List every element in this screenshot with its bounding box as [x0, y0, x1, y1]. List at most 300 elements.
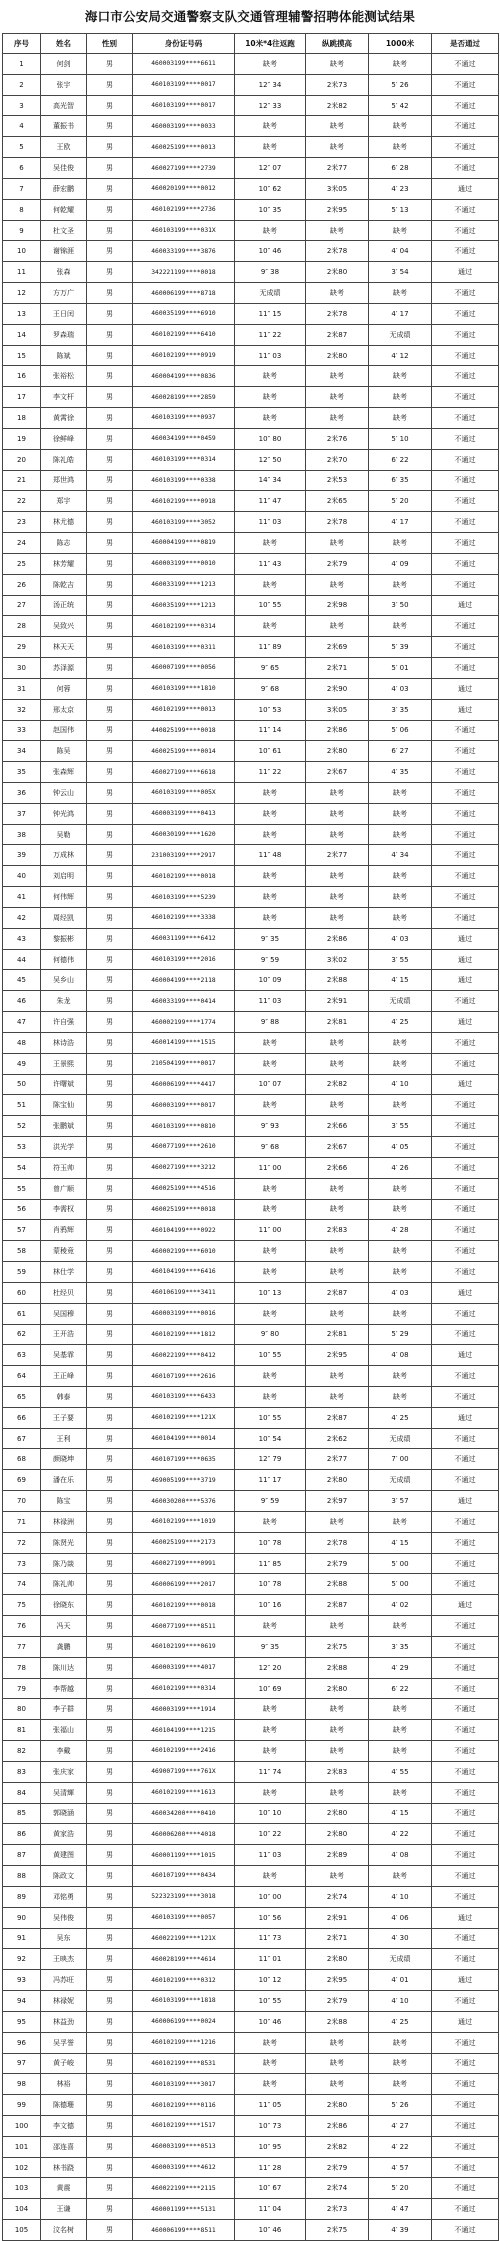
cell-vertical-jump: 2米83 — [306, 1220, 369, 1241]
table-row — [3, 1845, 499, 1866]
cell-name: 林芳耀 — [41, 553, 87, 574]
cell-seq: 27 — [3, 595, 41, 616]
cell-gender: 男 — [87, 1678, 133, 1699]
cell-passed: 不通过 — [432, 1470, 499, 1491]
cell-shuttle-run: 缺考 — [235, 1303, 306, 1324]
cell-1000m: 缺考 — [369, 1782, 432, 1803]
cell-shuttle-run: 11″ 22 — [235, 324, 306, 345]
cell-shuttle-run: 9″ 93 — [235, 1116, 306, 1137]
cell-seq: 50 — [3, 1074, 41, 1095]
cell-vertical-jump: 2米88 — [306, 1657, 369, 1678]
cell-id-number: 460022199****121X — [133, 1928, 235, 1949]
cell-seq: 70 — [3, 1491, 41, 1512]
table-row — [3, 1074, 499, 1095]
cell-passed: 不通过 — [432, 637, 499, 658]
cell-1000m: 3′ 50 — [369, 595, 432, 616]
cell-1000m: 缺考 — [369, 366, 432, 387]
cell-shuttle-run: 缺考 — [235, 1720, 306, 1741]
cell-vertical-jump: 缺考 — [306, 1511, 369, 1532]
cell-vertical-jump: 2米69 — [306, 637, 369, 658]
table-row — [3, 720, 499, 741]
cell-seq: 29 — [3, 637, 41, 658]
cell-shuttle-run: 10″ 55 — [235, 595, 306, 616]
cell-id-number: 460033199****0414 — [133, 991, 235, 1012]
cell-name: 李戴 — [41, 1741, 87, 1762]
cell-shuttle-run: 缺考 — [235, 1178, 306, 1199]
cell-shuttle-run: 缺考 — [235, 2053, 306, 2074]
cell-passed: 通过 — [432, 928, 499, 949]
cell-name: 颜晓坤 — [41, 1449, 87, 1470]
cell-seq: 85 — [3, 1803, 41, 1824]
cell-1000m: 5′ 39 — [369, 637, 432, 658]
table-row — [3, 1116, 499, 1137]
table-row — [3, 491, 499, 512]
cell-id-number: 460102199****0919 — [133, 345, 235, 366]
table-row — [3, 1657, 499, 1678]
table-row — [3, 970, 499, 991]
cell-seq: 105 — [3, 2220, 41, 2241]
cell-passed: 不通过 — [432, 220, 499, 241]
cell-gender: 男 — [87, 1032, 133, 1053]
cell-seq: 4 — [3, 116, 41, 137]
cell-name: 汤正统 — [41, 595, 87, 616]
table-row — [3, 1553, 499, 1574]
cell-name: 王子要 — [41, 1407, 87, 1428]
cell-id-number: 231003199****2917 — [133, 845, 235, 866]
cell-shuttle-run: 10″ 46 — [235, 2011, 306, 2032]
cell-id-number: 460103199****1818 — [133, 1991, 235, 2012]
table-row — [3, 1595, 499, 1616]
cell-1000m: 4′ 57 — [369, 2157, 432, 2178]
cell-gender: 男 — [87, 907, 133, 928]
cell-gender: 男 — [87, 1387, 133, 1408]
cell-gender: 男 — [87, 1866, 133, 1887]
cell-1000m: 3′ 55 — [369, 949, 432, 970]
table-row — [3, 949, 499, 970]
table-row — [3, 428, 499, 449]
cell-shuttle-run: 10″ 10 — [235, 1803, 306, 1824]
cell-id-number: 342221199****0018 — [133, 262, 235, 283]
cell-id-number: 460103199****0017 — [133, 95, 235, 116]
cell-seq: 92 — [3, 1949, 41, 1970]
cell-shuttle-run: 11″ 48 — [235, 845, 306, 866]
cell-shuttle-run: 11″ 03 — [235, 1845, 306, 1866]
cell-passed: 不通过 — [432, 137, 499, 158]
cell-id-number: 460004199****2118 — [133, 970, 235, 991]
table-row — [3, 1053, 499, 1074]
cell-gender: 男 — [87, 658, 133, 679]
cell-seq: 61 — [3, 1303, 41, 1324]
cell-seq: 6 — [3, 158, 41, 179]
cell-name: 洪光学 — [41, 1137, 87, 1158]
cell-1000m: 4′ 25 — [369, 1407, 432, 1428]
cell-seq: 101 — [3, 2136, 41, 2157]
cell-name: 黄建图 — [41, 1845, 87, 1866]
cell-id-number: 460102199****1517 — [133, 2115, 235, 2136]
cell-1000m: 缺考 — [369, 533, 432, 554]
cell-gender: 男 — [87, 1220, 133, 1241]
cell-passed: 不通过 — [432, 241, 499, 262]
table-row — [3, 762, 499, 783]
cell-shuttle-run: 10″ 46 — [235, 2220, 306, 2241]
cell-name: 许曙斌 — [41, 1074, 87, 1095]
cell-shuttle-run: 9″ 80 — [235, 1324, 306, 1345]
cell-gender: 男 — [87, 1511, 133, 1532]
cell-vertical-jump: 缺考 — [306, 1178, 369, 1199]
cell-1000m: 缺考 — [369, 1511, 432, 1532]
cell-vertical-jump: 缺考 — [306, 408, 369, 429]
header-id-number: 身份证号码 — [133, 34, 235, 54]
cell-shuttle-run: 9″ 59 — [235, 949, 306, 970]
cell-seq: 93 — [3, 1970, 41, 1991]
cell-vertical-jump: 2米71 — [306, 658, 369, 679]
cell-vertical-jump: 3米02 — [306, 949, 369, 970]
table-row — [3, 1407, 499, 1428]
cell-gender: 男 — [87, 595, 133, 616]
cell-vertical-jump: 2米95 — [306, 199, 369, 220]
cell-gender: 男 — [87, 470, 133, 491]
table-row — [3, 1928, 499, 1949]
cell-id-number: 460103199****0338 — [133, 470, 235, 491]
cell-seq: 3 — [3, 95, 41, 116]
cell-name: 李文杆 — [41, 387, 87, 408]
cell-1000m: 缺考 — [369, 2074, 432, 2095]
cell-shuttle-run: 11″ 03 — [235, 991, 306, 1012]
table-row — [3, 1428, 499, 1449]
cell-id-number: 460102199****1613 — [133, 1782, 235, 1803]
cell-passed: 不通过 — [432, 1366, 499, 1387]
cell-shuttle-run: 10″ 95 — [235, 2136, 306, 2157]
cell-name: 陈德珊 — [41, 2095, 87, 2116]
cell-name: 林天天 — [41, 637, 87, 658]
cell-gender: 男 — [87, 1699, 133, 1720]
table-row — [3, 1991, 499, 2012]
cell-name: 吴清輝 — [41, 1782, 87, 1803]
cell-seq: 30 — [3, 658, 41, 679]
cell-name: 陈贤光 — [41, 1532, 87, 1553]
cell-gender: 男 — [87, 699, 133, 720]
cell-1000m: 缺考 — [369, 866, 432, 887]
cell-name: 吴勒 — [41, 824, 87, 845]
cell-passed: 不通过 — [432, 991, 499, 1012]
cell-seq: 53 — [3, 1137, 41, 1158]
cell-id-number: 460106199****3411 — [133, 1282, 235, 1303]
cell-1000m: 4′ 15 — [369, 1532, 432, 1553]
cell-name: 徐鲜峰 — [41, 428, 87, 449]
cell-seq: 37 — [3, 803, 41, 824]
cell-id-number: 460035199****1213 — [133, 595, 235, 616]
cell-id-number: 460102199****0018 — [133, 1595, 235, 1616]
cell-1000m: 缺考 — [369, 782, 432, 803]
cell-shuttle-run: 缺考 — [235, 824, 306, 845]
cell-seq: 47 — [3, 1012, 41, 1033]
cell-1000m: 4′ 10 — [369, 1991, 432, 2012]
cell-shuttle-run: 10″ 46 — [235, 241, 306, 262]
table-row — [3, 1741, 499, 1762]
cell-passed: 通过 — [432, 595, 499, 616]
cell-vertical-jump: 2米80 — [306, 345, 369, 366]
cell-id-number: 460022199****0412 — [133, 1345, 235, 1366]
cell-vertical-jump: 2米73 — [306, 2199, 369, 2220]
cell-name: 林禄妮 — [41, 1991, 87, 2012]
cell-id-number: 460102199****0619 — [133, 1636, 235, 1657]
cell-1000m: 4′ 35 — [369, 762, 432, 783]
cell-name: 冯苏旺 — [41, 1970, 87, 1991]
cell-seq: 7 — [3, 178, 41, 199]
cell-id-number: 460006199****0024 — [133, 2011, 235, 2032]
cell-1000m: 4′ 30 — [369, 1928, 432, 1949]
cell-1000m: 5′ 06 — [369, 720, 432, 741]
cell-shuttle-run: 11″ 03 — [235, 345, 306, 366]
cell-vertical-jump: 2米80 — [306, 2095, 369, 2116]
cell-shuttle-run: 10″ 22 — [235, 1824, 306, 1845]
cell-gender: 男 — [87, 762, 133, 783]
cell-gender: 男 — [87, 991, 133, 1012]
cell-passed: 不通过 — [432, 54, 499, 75]
cell-name: 林诗浩 — [41, 1032, 87, 1053]
cell-shuttle-run: 缺考 — [235, 1053, 306, 1074]
cell-vertical-jump: 2米78 — [306, 1532, 369, 1553]
cell-gender: 男 — [87, 1345, 133, 1366]
cell-seq: 82 — [3, 1741, 41, 1762]
cell-vertical-jump: 缺考 — [306, 824, 369, 845]
table-row — [3, 1366, 499, 1387]
table-row — [3, 595, 499, 616]
cell-shuttle-run: 11″ 17 — [235, 1470, 306, 1491]
cell-shuttle-run: 缺考 — [235, 408, 306, 429]
cell-passed: 不通过 — [432, 2053, 499, 2074]
cell-gender: 男 — [87, 95, 133, 116]
cell-vertical-jump: 2米86 — [306, 928, 369, 949]
cell-gender: 男 — [87, 2074, 133, 2095]
cell-gender: 男 — [87, 54, 133, 75]
cell-1000m: 4′ 22 — [369, 1824, 432, 1845]
table-row — [3, 1491, 499, 1512]
table-row — [3, 1866, 499, 1887]
table-row — [3, 2178, 499, 2199]
cell-seq: 11 — [3, 262, 41, 283]
cell-id-number: 460025199****0013 — [133, 137, 235, 158]
cell-name: 冯天 — [41, 1616, 87, 1637]
cell-1000m: 缺考 — [369, 1032, 432, 1053]
cell-id-number: 440825199****0018 — [133, 720, 235, 741]
cell-id-number: 460103199****0311 — [133, 637, 235, 658]
cell-passed: 通过 — [432, 699, 499, 720]
cell-name: 吴佳俊 — [41, 158, 87, 179]
cell-seq: 80 — [3, 1699, 41, 1720]
cell-id-number: 460103199****0810 — [133, 1116, 235, 1137]
cell-1000m: 4′ 06 — [369, 1907, 432, 1928]
cell-passed: 不通过 — [432, 95, 499, 116]
cell-shuttle-run: 12″ 20 — [235, 1657, 306, 1678]
table-row — [3, 1616, 499, 1637]
cell-name: 潘在乐 — [41, 1470, 87, 1491]
table-row — [3, 387, 499, 408]
cell-passed: 不通过 — [432, 2199, 499, 2220]
cell-1000m: 4′ 10 — [369, 1074, 432, 1095]
cell-shuttle-run: 缺考 — [235, 1511, 306, 1532]
cell-seq: 33 — [3, 720, 41, 741]
cell-gender: 男 — [87, 678, 133, 699]
cell-gender: 男 — [87, 720, 133, 741]
cell-id-number: 460034199****0459 — [133, 428, 235, 449]
table-row — [3, 845, 499, 866]
cell-passed: 不通过 — [432, 1845, 499, 1866]
cell-passed: 不通过 — [432, 1137, 499, 1158]
cell-id-number: 460033199****3876 — [133, 241, 235, 262]
cell-1000m: 无成绩 — [369, 1470, 432, 1491]
cell-vertical-jump: 2米87 — [306, 1595, 369, 1616]
cell-gender: 男 — [87, 1553, 133, 1574]
cell-id-number: 460102199****0018 — [133, 866, 235, 887]
cell-name: 曾广顺 — [41, 1178, 87, 1199]
cell-vertical-jump: 缺考 — [306, 387, 369, 408]
cell-passed: 不通过 — [432, 1699, 499, 1720]
table-row — [3, 1886, 499, 1907]
cell-id-number: 460006199****8718 — [133, 283, 235, 304]
cell-1000m: 4′ 28 — [369, 1220, 432, 1241]
cell-gender: 男 — [87, 1949, 133, 1970]
cell-id-number: 460102199****0013 — [133, 699, 235, 720]
cell-seq: 46 — [3, 991, 41, 1012]
cell-vertical-jump: 2米80 — [306, 262, 369, 283]
cell-passed: 不通过 — [432, 2220, 499, 2241]
cell-gender: 男 — [87, 1116, 133, 1137]
cell-passed: 不通过 — [432, 1116, 499, 1137]
cell-name: 罗森瑞 — [41, 324, 87, 345]
cell-name: 黎振彬 — [41, 928, 87, 949]
cell-vertical-jump: 缺考 — [306, 1095, 369, 1116]
cell-id-number: 469007199****761X — [133, 1761, 235, 1782]
cell-gender: 男 — [87, 74, 133, 95]
cell-seq: 89 — [3, 1886, 41, 1907]
table-row — [3, 574, 499, 595]
cell-name: 陈政文 — [41, 1866, 87, 1887]
table-row — [3, 1636, 499, 1657]
table-row — [3, 1157, 499, 1178]
cell-name: 林尤德 — [41, 512, 87, 533]
cell-id-number: 460003199****0010 — [133, 553, 235, 574]
cell-name: 林书跷 — [41, 2157, 87, 2178]
cell-1000m: 3′ 54 — [369, 262, 432, 283]
cell-seq: 5 — [3, 137, 41, 158]
cell-id-number: 460027199****6618 — [133, 762, 235, 783]
table-row — [3, 1220, 499, 1241]
cell-gender: 男 — [87, 782, 133, 803]
cell-passed: 不通过 — [432, 2136, 499, 2157]
cell-shuttle-run: 10″ 54 — [235, 1428, 306, 1449]
cell-seq: 91 — [3, 1928, 41, 1949]
cell-passed: 通过 — [432, 1907, 499, 1928]
table-row — [3, 1012, 499, 1033]
table-header-row — [3, 34, 499, 54]
cell-passed: 不通过 — [432, 533, 499, 554]
cell-1000m: 缺考 — [369, 116, 432, 137]
cell-vertical-jump: 缺考 — [306, 2074, 369, 2095]
cell-id-number: 460102199****1812 — [133, 1324, 235, 1345]
cell-vertical-jump: 2米82 — [306, 95, 369, 116]
cell-id-number: 460025199****0018 — [133, 1199, 235, 1220]
cell-gender: 男 — [87, 1845, 133, 1866]
cell-1000m: 缺考 — [369, 1178, 432, 1199]
cell-vertical-jump: 2米97 — [306, 1491, 369, 1512]
cell-gender: 男 — [87, 2032, 133, 2053]
cell-vertical-jump: 2米66 — [306, 1116, 369, 1137]
table-row — [3, 1137, 499, 1158]
cell-name: 张裕松 — [41, 366, 87, 387]
cell-id-number: 460006200****4018 — [133, 1824, 235, 1845]
cell-id-number: 460001199****1015 — [133, 1845, 235, 1866]
table-row — [3, 199, 499, 220]
cell-1000m: 3′ 55 — [369, 1116, 432, 1137]
cell-shuttle-run: 11″ 89 — [235, 637, 306, 658]
cell-gender: 男 — [87, 324, 133, 345]
cell-vertical-jump: 缺考 — [306, 2053, 369, 2074]
table-row — [3, 137, 499, 158]
cell-shuttle-run: 缺考 — [235, 387, 306, 408]
cell-seq: 64 — [3, 1366, 41, 1387]
cell-1000m: 6′ 22 — [369, 1678, 432, 1699]
table-row — [3, 699, 499, 720]
cell-1000m: 缺考 — [369, 408, 432, 429]
cell-passed: 不通过 — [432, 2095, 499, 2116]
table-body — [3, 54, 499, 2241]
cell-shuttle-run: 11″ 74 — [235, 1761, 306, 1782]
cell-id-number: 460006199****8511 — [133, 2220, 235, 2241]
cell-id-number: 460102199****0312 — [133, 1970, 235, 1991]
cell-1000m: 缺考 — [369, 1699, 432, 1720]
cell-id-number: 460006199****2017 — [133, 1574, 235, 1595]
cell-shuttle-run: 缺考 — [235, 2074, 306, 2095]
cell-shuttle-run: 11″ 05 — [235, 2095, 306, 2116]
cell-passed: 不通过 — [432, 1303, 499, 1324]
cell-shuttle-run: 11″ 04 — [235, 2199, 306, 2220]
cell-shuttle-run: 缺考 — [235, 1366, 306, 1387]
cell-gender: 男 — [87, 1741, 133, 1762]
cell-shuttle-run: 缺考 — [235, 866, 306, 887]
cell-seq: 56 — [3, 1199, 41, 1220]
cell-gender: 男 — [87, 2095, 133, 2116]
cell-vertical-jump: 2米90 — [306, 678, 369, 699]
cell-gender: 男 — [87, 1928, 133, 1949]
cell-passed: 不通过 — [432, 1761, 499, 1782]
cell-gender: 男 — [87, 1761, 133, 1782]
cell-name: 陈斌 — [41, 345, 87, 366]
cell-gender: 男 — [87, 2115, 133, 2136]
table-row — [3, 2011, 499, 2032]
cell-vertical-jump: 2米67 — [306, 1137, 369, 1158]
cell-name: 王开浩 — [41, 1324, 87, 1345]
cell-id-number: 460102199****1216 — [133, 2032, 235, 2053]
cell-id-number: 460027199****2739 — [133, 158, 235, 179]
cell-shuttle-run: 缺考 — [235, 116, 306, 137]
cell-shuttle-run: 11″ 85 — [235, 1553, 306, 1574]
cell-id-number: 460102199****0314 — [133, 1678, 235, 1699]
cell-gender: 男 — [87, 178, 133, 199]
cell-shuttle-run: 10″ 12 — [235, 1970, 306, 1991]
cell-1000m: 4′ 47 — [369, 2199, 432, 2220]
cell-vertical-jump: 2米80 — [306, 1678, 369, 1699]
cell-seq: 65 — [3, 1387, 41, 1408]
cell-shuttle-run: 缺考 — [235, 1095, 306, 1116]
cell-seq: 63 — [3, 1345, 41, 1366]
cell-1000m: 5′ 26 — [369, 2095, 432, 2116]
cell-vertical-jump: 2米88 — [306, 1574, 369, 1595]
cell-id-number: 460107199****2616 — [133, 1366, 235, 1387]
cell-id-number: 460002199****1774 — [133, 1012, 235, 1033]
cell-vertical-jump: 2米77 — [306, 845, 369, 866]
cell-seq: 100 — [3, 2115, 41, 2136]
